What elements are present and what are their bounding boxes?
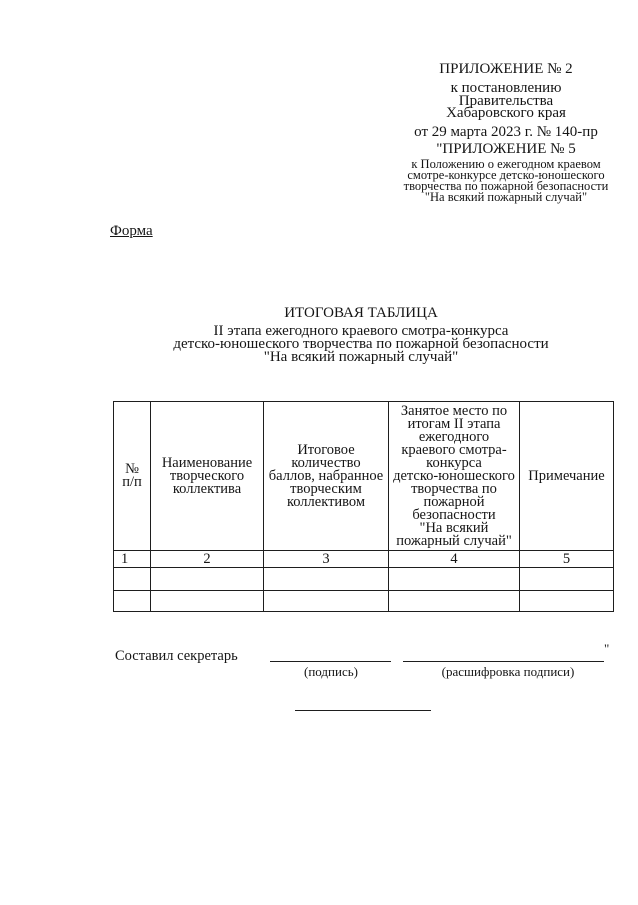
table-cell	[520, 591, 614, 612]
table-cell	[264, 568, 389, 591]
closing-quote: "	[604, 641, 610, 656]
appendix-title: ПРИЛОЖЕНИЕ № 2	[439, 61, 573, 77]
name-line	[403, 661, 604, 662]
title-subline: "На всякий пожарный случай"	[263, 349, 459, 365]
resolution-line: к постановлению	[450, 80, 562, 96]
compiled-by-label: Составил секретарь	[115, 648, 238, 664]
column-number: 1	[114, 551, 151, 568]
regulation-line: к Положению о ежегодном краевом	[411, 157, 601, 171]
regulation-line: творчества по пожарной безопасности	[403, 179, 609, 193]
table-cell	[151, 568, 264, 591]
table-cell	[114, 568, 151, 591]
table-cell	[389, 568, 520, 591]
column-number-row	[114, 551, 614, 568]
signature-caption: (подпись)	[304, 664, 358, 679]
column-number: 2	[151, 551, 264, 568]
table-cell	[114, 591, 151, 612]
table-header-row	[114, 402, 614, 551]
signature-line	[270, 661, 391, 662]
table-cell	[264, 591, 389, 612]
region-line: Хабаровского края	[446, 105, 566, 121]
table-cell	[520, 568, 614, 591]
header-note: Примечание	[520, 402, 614, 551]
title-subline: детско-юношеского творчества по пожарной безопасности	[173, 336, 549, 352]
inner-appendix-title: "ПРИЛОЖЕНИЕ № 5	[436, 141, 576, 157]
document-title: ИТОГОВАЯ ТАБЛИЦА	[284, 305, 438, 321]
column-number: 4	[389, 551, 520, 568]
table-cell	[389, 591, 520, 612]
government-line: Правительства	[458, 93, 554, 109]
column-number: 3	[264, 551, 389, 568]
form-label: Форма	[110, 223, 153, 239]
regulation-line: "На всякий пожарный случай"	[424, 190, 588, 204]
blank-line	[295, 710, 431, 711]
resolution-date-number: от 29 марта 2023 г. № 140-пр	[414, 124, 598, 140]
header-collective-name: Наименование творческого коллектива	[151, 402, 264, 551]
header-total-score: Итоговое количество баллов, набранное творческим коллективом	[264, 402, 389, 551]
column-number: 5	[520, 551, 614, 568]
header-number: № п/п	[114, 402, 151, 551]
table-cell	[151, 591, 264, 612]
title-subline: II этапа ежегодного краевого смотра-конкурса	[213, 323, 509, 339]
table-row	[114, 591, 614, 612]
header-place: Занятое место по итогам II этапа ежегодного краевого смотра- конкурса детско-юношеского творчества по пожарной безопасности "На всякий пожарный случай"	[389, 402, 520, 551]
name-caption: (расшифровка подписи)	[441, 664, 575, 679]
table-row	[114, 568, 614, 591]
results-table	[113, 401, 614, 612]
regulation-line: смотре-конкурсе детско-юношеского	[407, 168, 605, 182]
